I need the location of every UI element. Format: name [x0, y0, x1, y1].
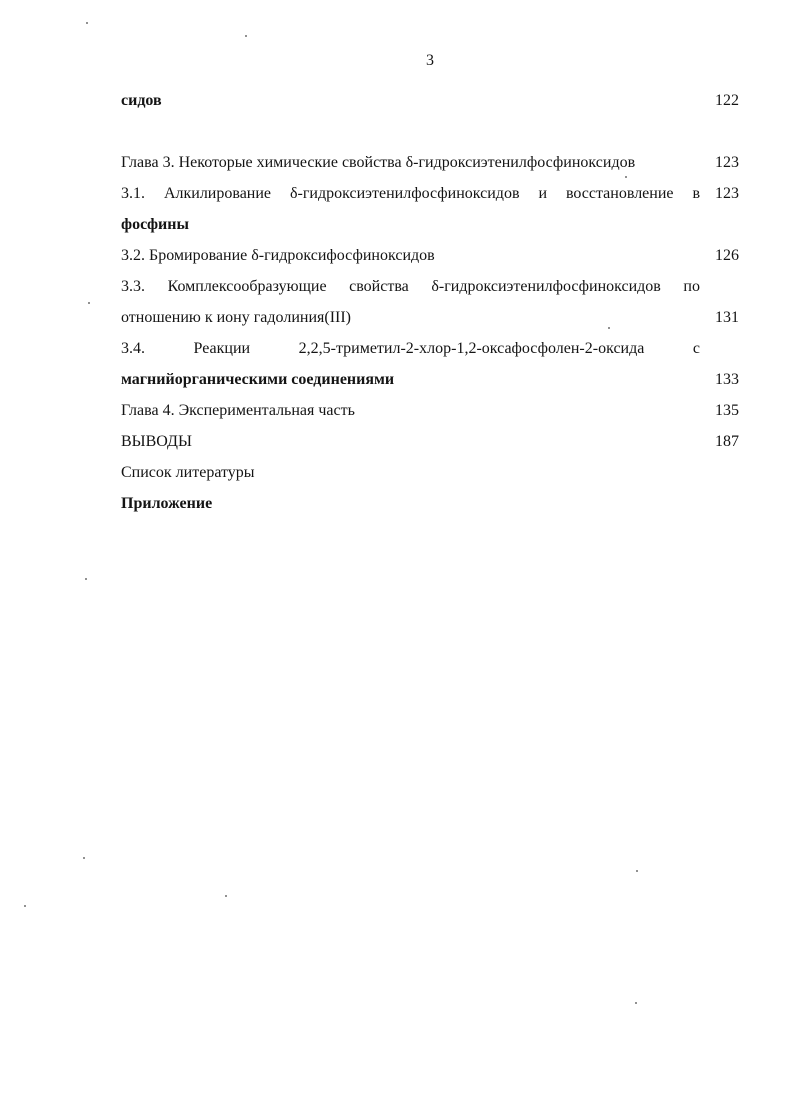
toc-entry-conclusions: ВЫВОДЫ [121, 433, 192, 450]
toc-page-number: 122 [715, 92, 739, 109]
toc-entry-3-3-line-1: 3.3. Комплексообразующие свойства δ-гидроксиэтенилфосфиноксидов по [121, 278, 700, 295]
toc-entry-chapter-3: Глава 3. Некоторые химические свойства δ-гидроксиэтенилфосфиноксидов [121, 154, 636, 171]
scan-speck [24, 905, 26, 907]
toc-entry-3-1-line-1: 3.1. Алкилирование δ-гидроксиэтенилфосфиноксидов и восстановление в [121, 185, 700, 202]
toc-page-number: 126 [715, 247, 739, 264]
toc-entry-3-3-line-2: отношению к иону гадолиния(III) [121, 309, 352, 326]
toc-entry-3-4-line-1: 3.4. Реакции 2,2,5-триметил-2-хлор-1,2-оксафосфолен-2-оксида с [121, 340, 700, 357]
toc-entry-3-4-line-2: магнийорганическими соединениями [121, 371, 395, 388]
toc-page-number: 131 [715, 309, 739, 326]
scan-speck [88, 302, 90, 304]
scan-speck [635, 1002, 637, 1004]
toc-entry-3-2: 3.2. Бромирование δ-гидроксифосфиноксидов [121, 247, 435, 264]
scan-speck [225, 895, 227, 897]
scan-speck [636, 870, 638, 872]
toc-entry-appendix: Приложение [121, 495, 213, 512]
toc-entry-chapter-4: Глава 4. Экспериментальная часть [121, 402, 355, 419]
scan-speck [86, 22, 88, 24]
toc-page-number: 123 [715, 185, 739, 202]
scan-speck [625, 176, 627, 178]
scan-speck [85, 578, 87, 580]
toc-page-number: 123 [715, 154, 739, 171]
toc-page-number: 135 [715, 402, 739, 419]
toc-page-number: 187 [715, 433, 739, 450]
scan-speck [245, 35, 247, 37]
scan-speck [608, 327, 610, 329]
toc-page-number: 133 [715, 371, 739, 388]
page-number: 3 [426, 52, 434, 69]
toc-entry-references: Список литературы [121, 464, 255, 481]
scan-speck [83, 857, 85, 859]
toc-entry-3-1-line-2: фосфины [121, 216, 189, 233]
toc-entry-continuation: сидов [121, 92, 162, 109]
